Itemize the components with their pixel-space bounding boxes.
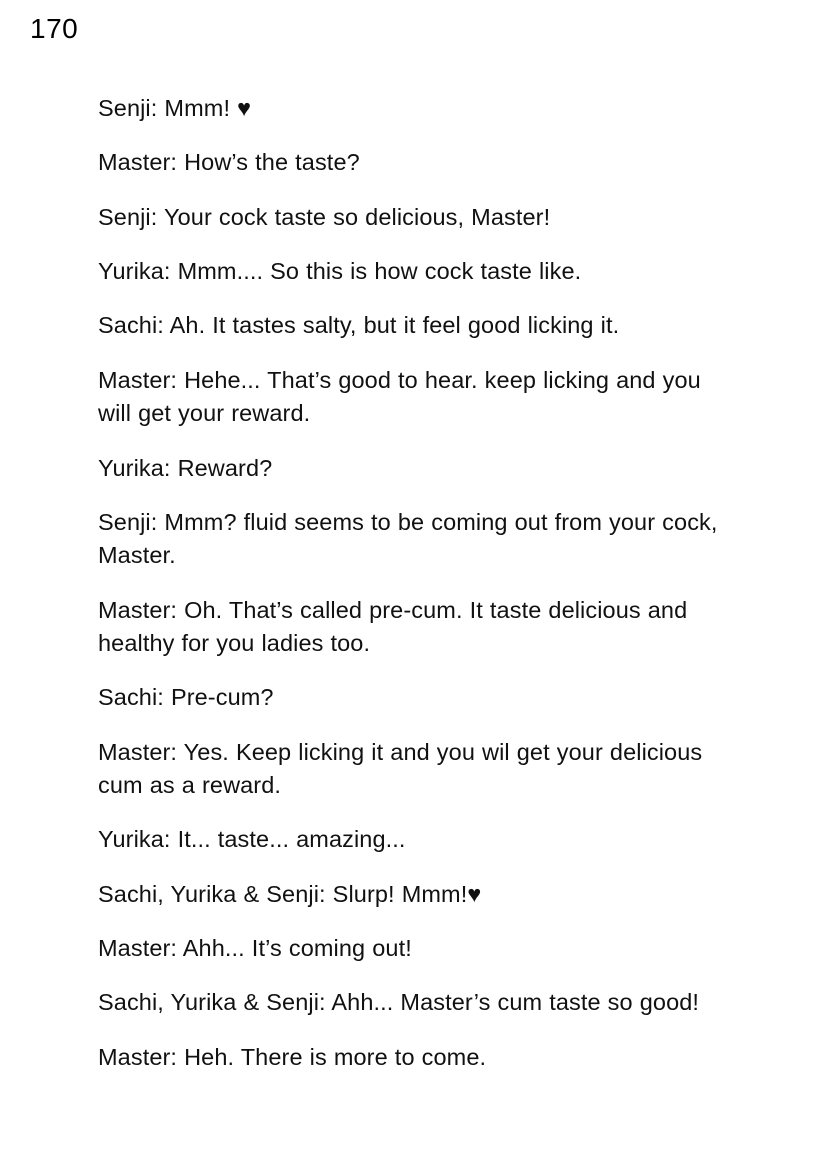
dialogue-line: Master: Hehe... That’s good to hear. keep licking and you will get your reward. xyxy=(98,366,701,427)
dialogue-line: Sachi: Pre-cum? xyxy=(98,684,274,711)
dialogue-line: Master: Ahh... It’s coming out! xyxy=(98,935,412,962)
dialogue-line: Sachi: Ah. It tastes salty, but it feel good licking it. xyxy=(98,312,620,339)
dialogue-line: Sachi, Yurika & Senji: Ahh... Master’s cum taste so good! xyxy=(98,989,700,1016)
dialogue-line: Yurika: Reward? xyxy=(98,454,273,481)
dialogue-line: Senji: Your cock taste so delicious, Master! xyxy=(98,203,551,230)
dialogue-line: Sachi, Yurika & Senji: Slurp! Mmm!♥ xyxy=(98,880,482,907)
dialogue-line: Master: Oh. That’s called pre-cum. It taste delicious and healthy for you ladies too. xyxy=(98,596,688,656)
dialogue-line: Master: Heh. There is more to come. xyxy=(98,1043,487,1070)
dialogue-line: Master: How’s the taste? xyxy=(98,149,360,176)
page-number: 170 xyxy=(30,13,79,44)
dialogue-line: Master: Yes. Keep licking it and you wil get your delicious cum as a reward. xyxy=(98,738,703,799)
page-body xyxy=(98,92,738,1074)
dialogue-line: Senji: Mmm! ♥ xyxy=(98,95,252,121)
dialogue-line: Yurika: Mmm.... So this is how cock taste like. xyxy=(98,258,582,285)
dialogue-line: Senji: Mmm? fluid seems to be coming out from your cock, Master. xyxy=(98,508,718,569)
dialogue-line: Yurika: It... taste... amazing... xyxy=(98,826,406,853)
